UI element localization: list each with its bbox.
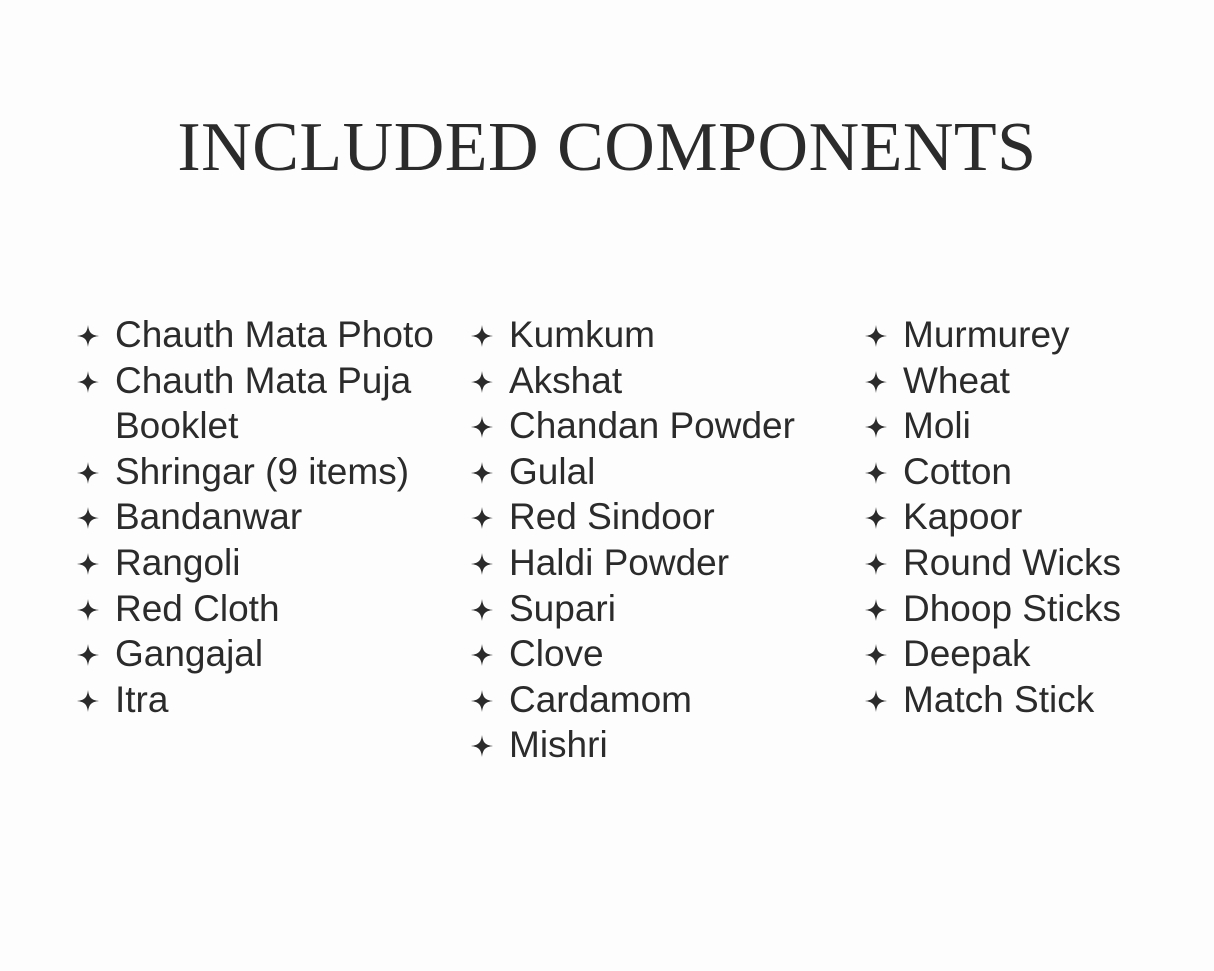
component-label: Gangajal	[115, 633, 264, 675]
component-label: Match Stick	[903, 678, 1095, 720]
component-list-item	[470, 312, 850, 358]
component-label: Chauth Mata Puja Booklet	[115, 359, 412, 447]
component-label: Mishri	[509, 724, 608, 766]
component-list-column-3	[864, 312, 1204, 722]
component-label: Supari	[509, 587, 616, 629]
component-list-item	[864, 677, 1204, 723]
component-list-item	[76, 540, 456, 586]
component-list-item	[470, 358, 850, 404]
star-bullet-icon	[470, 324, 494, 348]
component-label: Red Cloth	[115, 587, 280, 629]
star-bullet-icon	[864, 461, 888, 485]
component-list-item	[76, 677, 456, 723]
component-label: Deepak	[903, 633, 1031, 675]
star-bullet-icon	[470, 689, 494, 713]
component-label: Cardamom	[509, 678, 692, 720]
star-bullet-icon	[864, 598, 888, 622]
component-list-item	[76, 494, 456, 540]
component-label: Rangoli	[115, 541, 241, 583]
component-label: Dhoop Sticks	[903, 587, 1121, 629]
star-bullet-icon	[470, 370, 494, 394]
component-list-item	[76, 586, 456, 632]
component-label: Round Wicks	[903, 541, 1121, 583]
star-bullet-icon	[864, 324, 888, 348]
star-bullet-icon	[76, 552, 100, 576]
star-bullet-icon	[864, 552, 888, 576]
page-title: INCLUDED COMPONENTS	[177, 109, 1037, 186]
component-list-item	[864, 312, 1204, 358]
star-bullet-icon	[76, 461, 100, 485]
star-bullet-icon	[864, 643, 888, 667]
component-list-item	[864, 403, 1204, 449]
component-list-item	[864, 540, 1204, 586]
component-list-item	[470, 494, 850, 540]
component-label: Chauth Mata Photo	[115, 314, 434, 355]
star-bullet-icon	[76, 324, 100, 348]
star-bullet-icon	[76, 370, 100, 394]
star-bullet-icon	[470, 734, 494, 758]
component-label: Clove	[509, 633, 604, 675]
component-list-item	[76, 312, 456, 358]
component-list-item	[864, 631, 1204, 677]
star-bullet-icon	[76, 506, 100, 530]
component-label: Kapoor	[903, 496, 1023, 538]
component-label: Akshat	[509, 359, 623, 401]
component-list-item	[470, 722, 850, 768]
component-label: Cotton	[903, 450, 1013, 492]
star-bullet-icon	[864, 689, 888, 713]
star-bullet-icon	[76, 689, 100, 713]
component-label: Wheat	[903, 359, 1010, 401]
component-label: Shringar (9 items)	[115, 450, 410, 492]
component-list-column-1	[76, 312, 456, 722]
component-list-item	[864, 586, 1204, 632]
star-bullet-icon	[864, 506, 888, 530]
component-label: Haldi Powder	[509, 541, 730, 583]
star-bullet-icon	[470, 415, 494, 439]
component-list-item	[864, 449, 1204, 495]
component-list-item	[470, 631, 850, 677]
component-label: Gulal	[509, 450, 596, 492]
component-list-item	[470, 586, 850, 632]
component-label: Bandanwar	[115, 496, 303, 538]
component-label: Itra	[115, 678, 169, 720]
component-label: Red Sindoor	[509, 496, 715, 538]
component-list-item	[470, 449, 850, 495]
star-bullet-icon	[470, 552, 494, 576]
component-label: Kumkum	[509, 314, 655, 355]
component-list-item	[864, 494, 1204, 540]
star-bullet-icon	[864, 415, 888, 439]
component-list-item	[76, 358, 456, 449]
component-list-item	[76, 449, 456, 495]
component-label: Moli	[903, 405, 971, 447]
star-bullet-icon	[864, 370, 888, 394]
component-list-item	[864, 358, 1204, 404]
component-list-column-2	[470, 312, 850, 768]
component-list-item	[470, 540, 850, 586]
star-bullet-icon	[470, 506, 494, 530]
star-bullet-icon	[76, 598, 100, 622]
component-list-item	[470, 403, 850, 449]
star-bullet-icon	[470, 461, 494, 485]
component-list-item	[470, 677, 850, 723]
star-bullet-icon	[76, 643, 100, 667]
star-bullet-icon	[470, 598, 494, 622]
component-label: Murmurey	[903, 314, 1070, 355]
star-bullet-icon	[470, 643, 494, 667]
component-list-item	[76, 631, 456, 677]
component-label: Chandan Powder	[509, 405, 795, 447]
